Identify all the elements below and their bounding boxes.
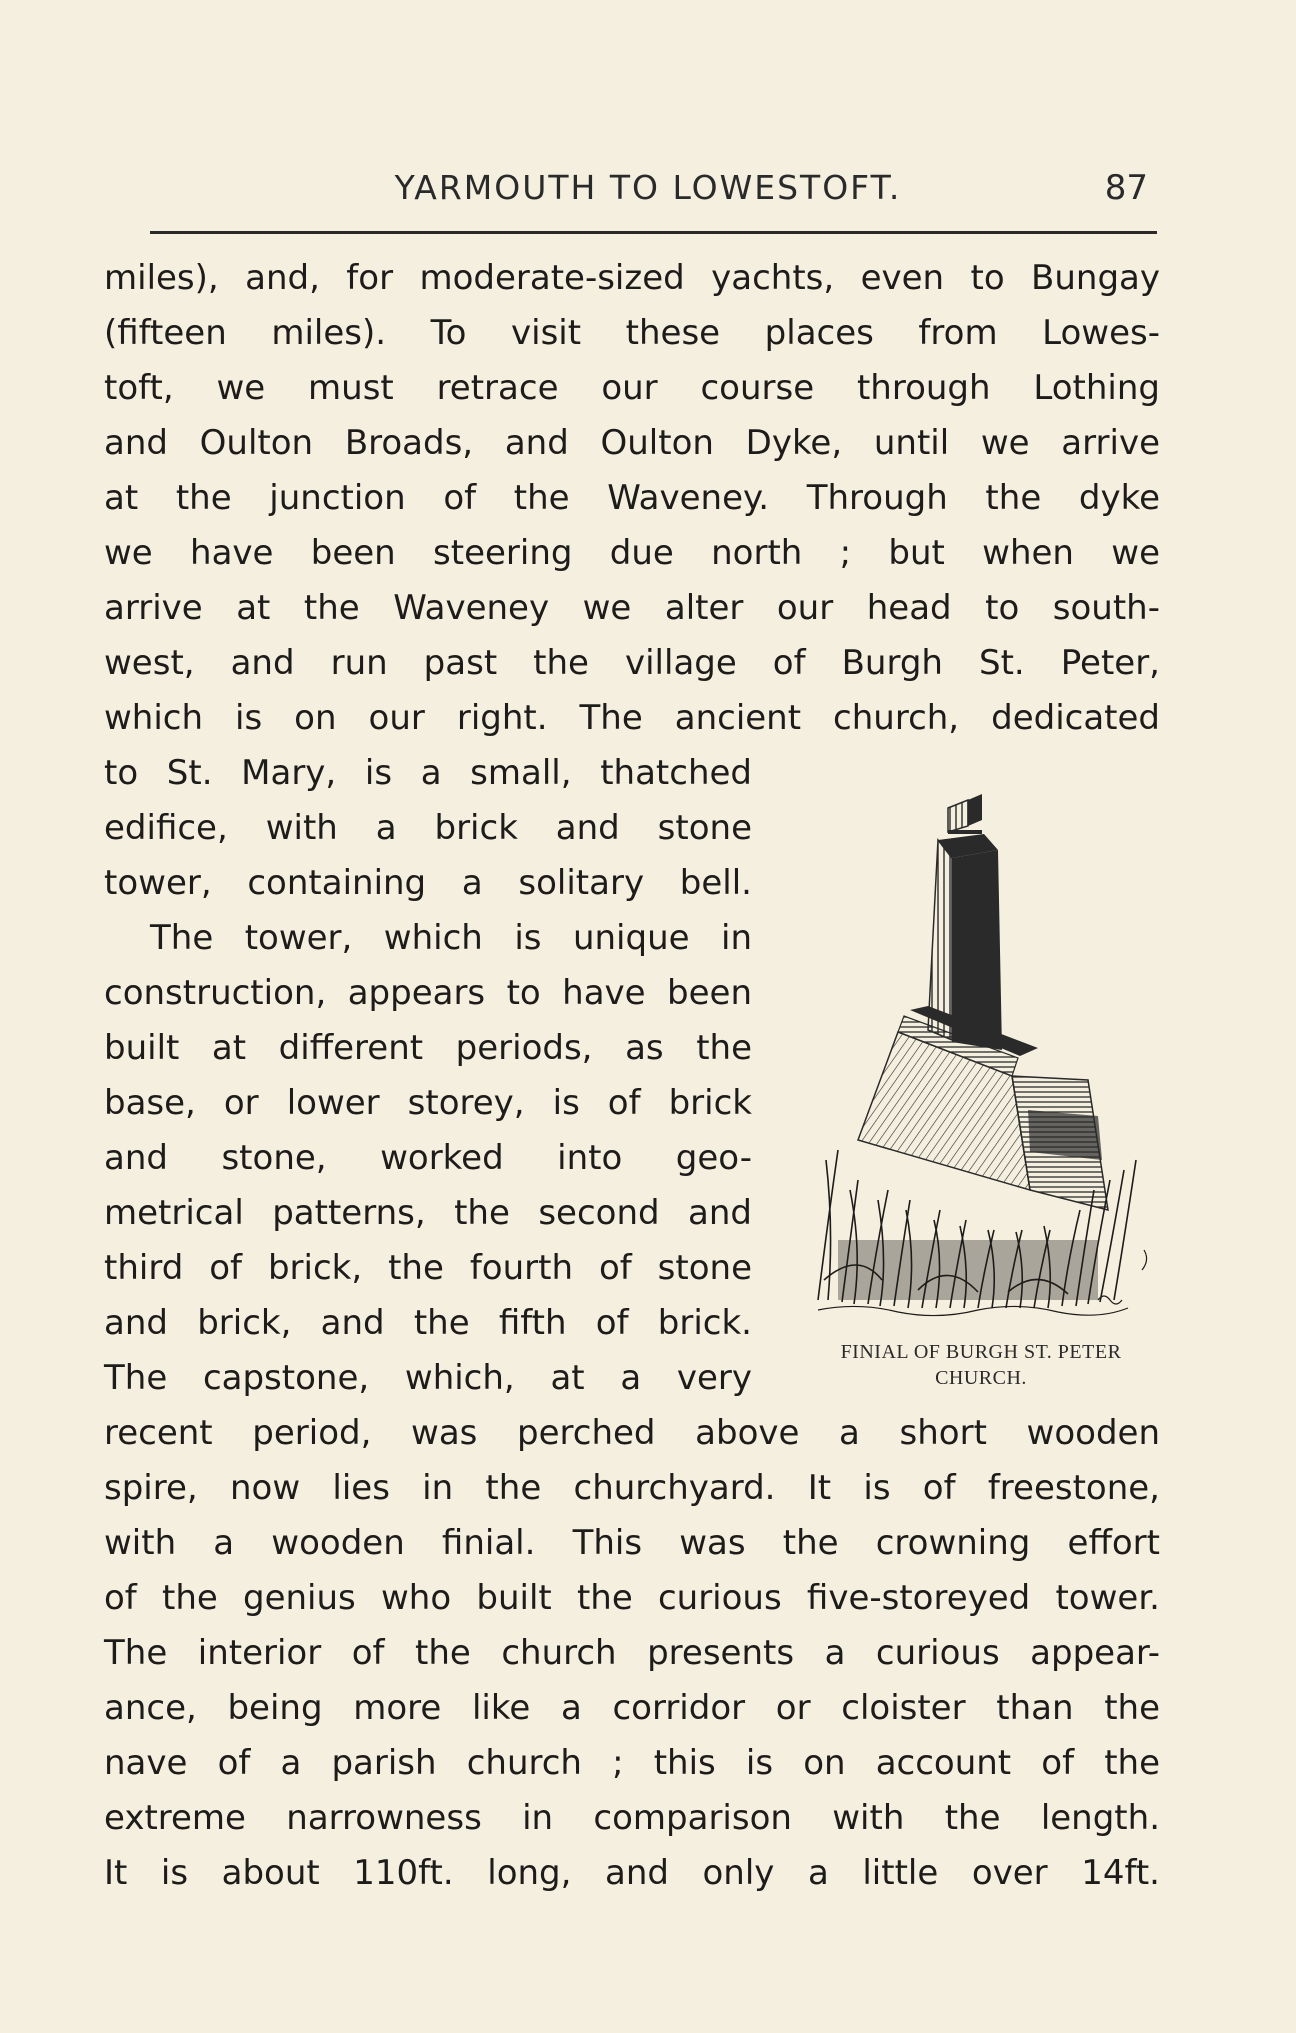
text-line: toft, we must retrace our course through Lothing <box>104 368 1160 408</box>
text-line: and brick, and the fifth of brick. <box>104 1303 752 1343</box>
text-line: metrical patterns, the second and <box>104 1193 752 1233</box>
text-line: The capstone, which, at a very <box>104 1358 752 1398</box>
text-line: recent period, was perched above a short wooden <box>104 1413 1160 1453</box>
figure-caption-line-2: CHURCH. <box>935 1367 1027 1389</box>
figure-caption-line-1: FINIAL OF BURGH ST. PETER <box>840 1341 1122 1363</box>
text-line: ance, being more like a corridor or cloister than the <box>104 1688 1160 1728</box>
text-line: The interior of the church presents a curious appear- <box>104 1633 1160 1673</box>
text-line: (fifteen miles). To visit these places from Lowes- <box>104 313 1160 353</box>
text-line: and Oulton Broads, and Oulton Dyke, until we arrive <box>104 423 1160 463</box>
text-line: which is on our right. The ancient church, dedicated <box>104 698 1160 738</box>
page-header <box>148 168 1148 218</box>
text-line: extreme narrowness in comparison with the length. <box>104 1798 1160 1838</box>
text-line: we have been steering due north ; but when we <box>104 533 1160 573</box>
finial-illustration <box>798 780 1158 1340</box>
text-line: of the genius who built the curious five-storeyed tower. <box>104 1578 1160 1618</box>
header-rule <box>150 231 1157 234</box>
text-line: It is about 110ft. long, and only a little over 14ft. <box>104 1853 1160 1893</box>
page-number: 87 <box>1104 168 1148 208</box>
text-line: arrive at the Waveney we alter our head to south- <box>104 588 1160 628</box>
text-line: with a wooden finial. This was the crowning effort <box>104 1523 1160 1563</box>
text-line: and stone, worked into geo- <box>104 1138 752 1178</box>
text-line: miles), and, for moderate-sized yachts, even to Bungay <box>104 258 1160 298</box>
text-line: at the junction of the Waveney. Through the dyke <box>104 478 1160 518</box>
text-line: spire, now lies in the churchyard. It is of freestone, <box>104 1468 1160 1508</box>
running-title: YARMOUTH TO LOWESTOFT. <box>394 168 902 207</box>
text-line: tower, containing a solitary bell. <box>104 863 752 903</box>
text-line: edifice, with a brick and stone <box>104 808 752 848</box>
text-line: construction, appears to have been <box>104 973 752 1013</box>
text-line: to St. Mary, is a small, thatched <box>104 753 752 793</box>
text-line: third of brick, the fourth of stone <box>104 1248 752 1288</box>
text-line: west, and run past the village of Burgh St. Peter, <box>104 643 1160 683</box>
text-line: base, or lower storey, is of brick <box>104 1083 752 1123</box>
text-line: nave of a parish church ; this is on account of the <box>104 1743 1160 1783</box>
text-line: built at different periods, as the <box>104 1028 752 1068</box>
text-line: The tower, which is unique in <box>150 918 752 958</box>
